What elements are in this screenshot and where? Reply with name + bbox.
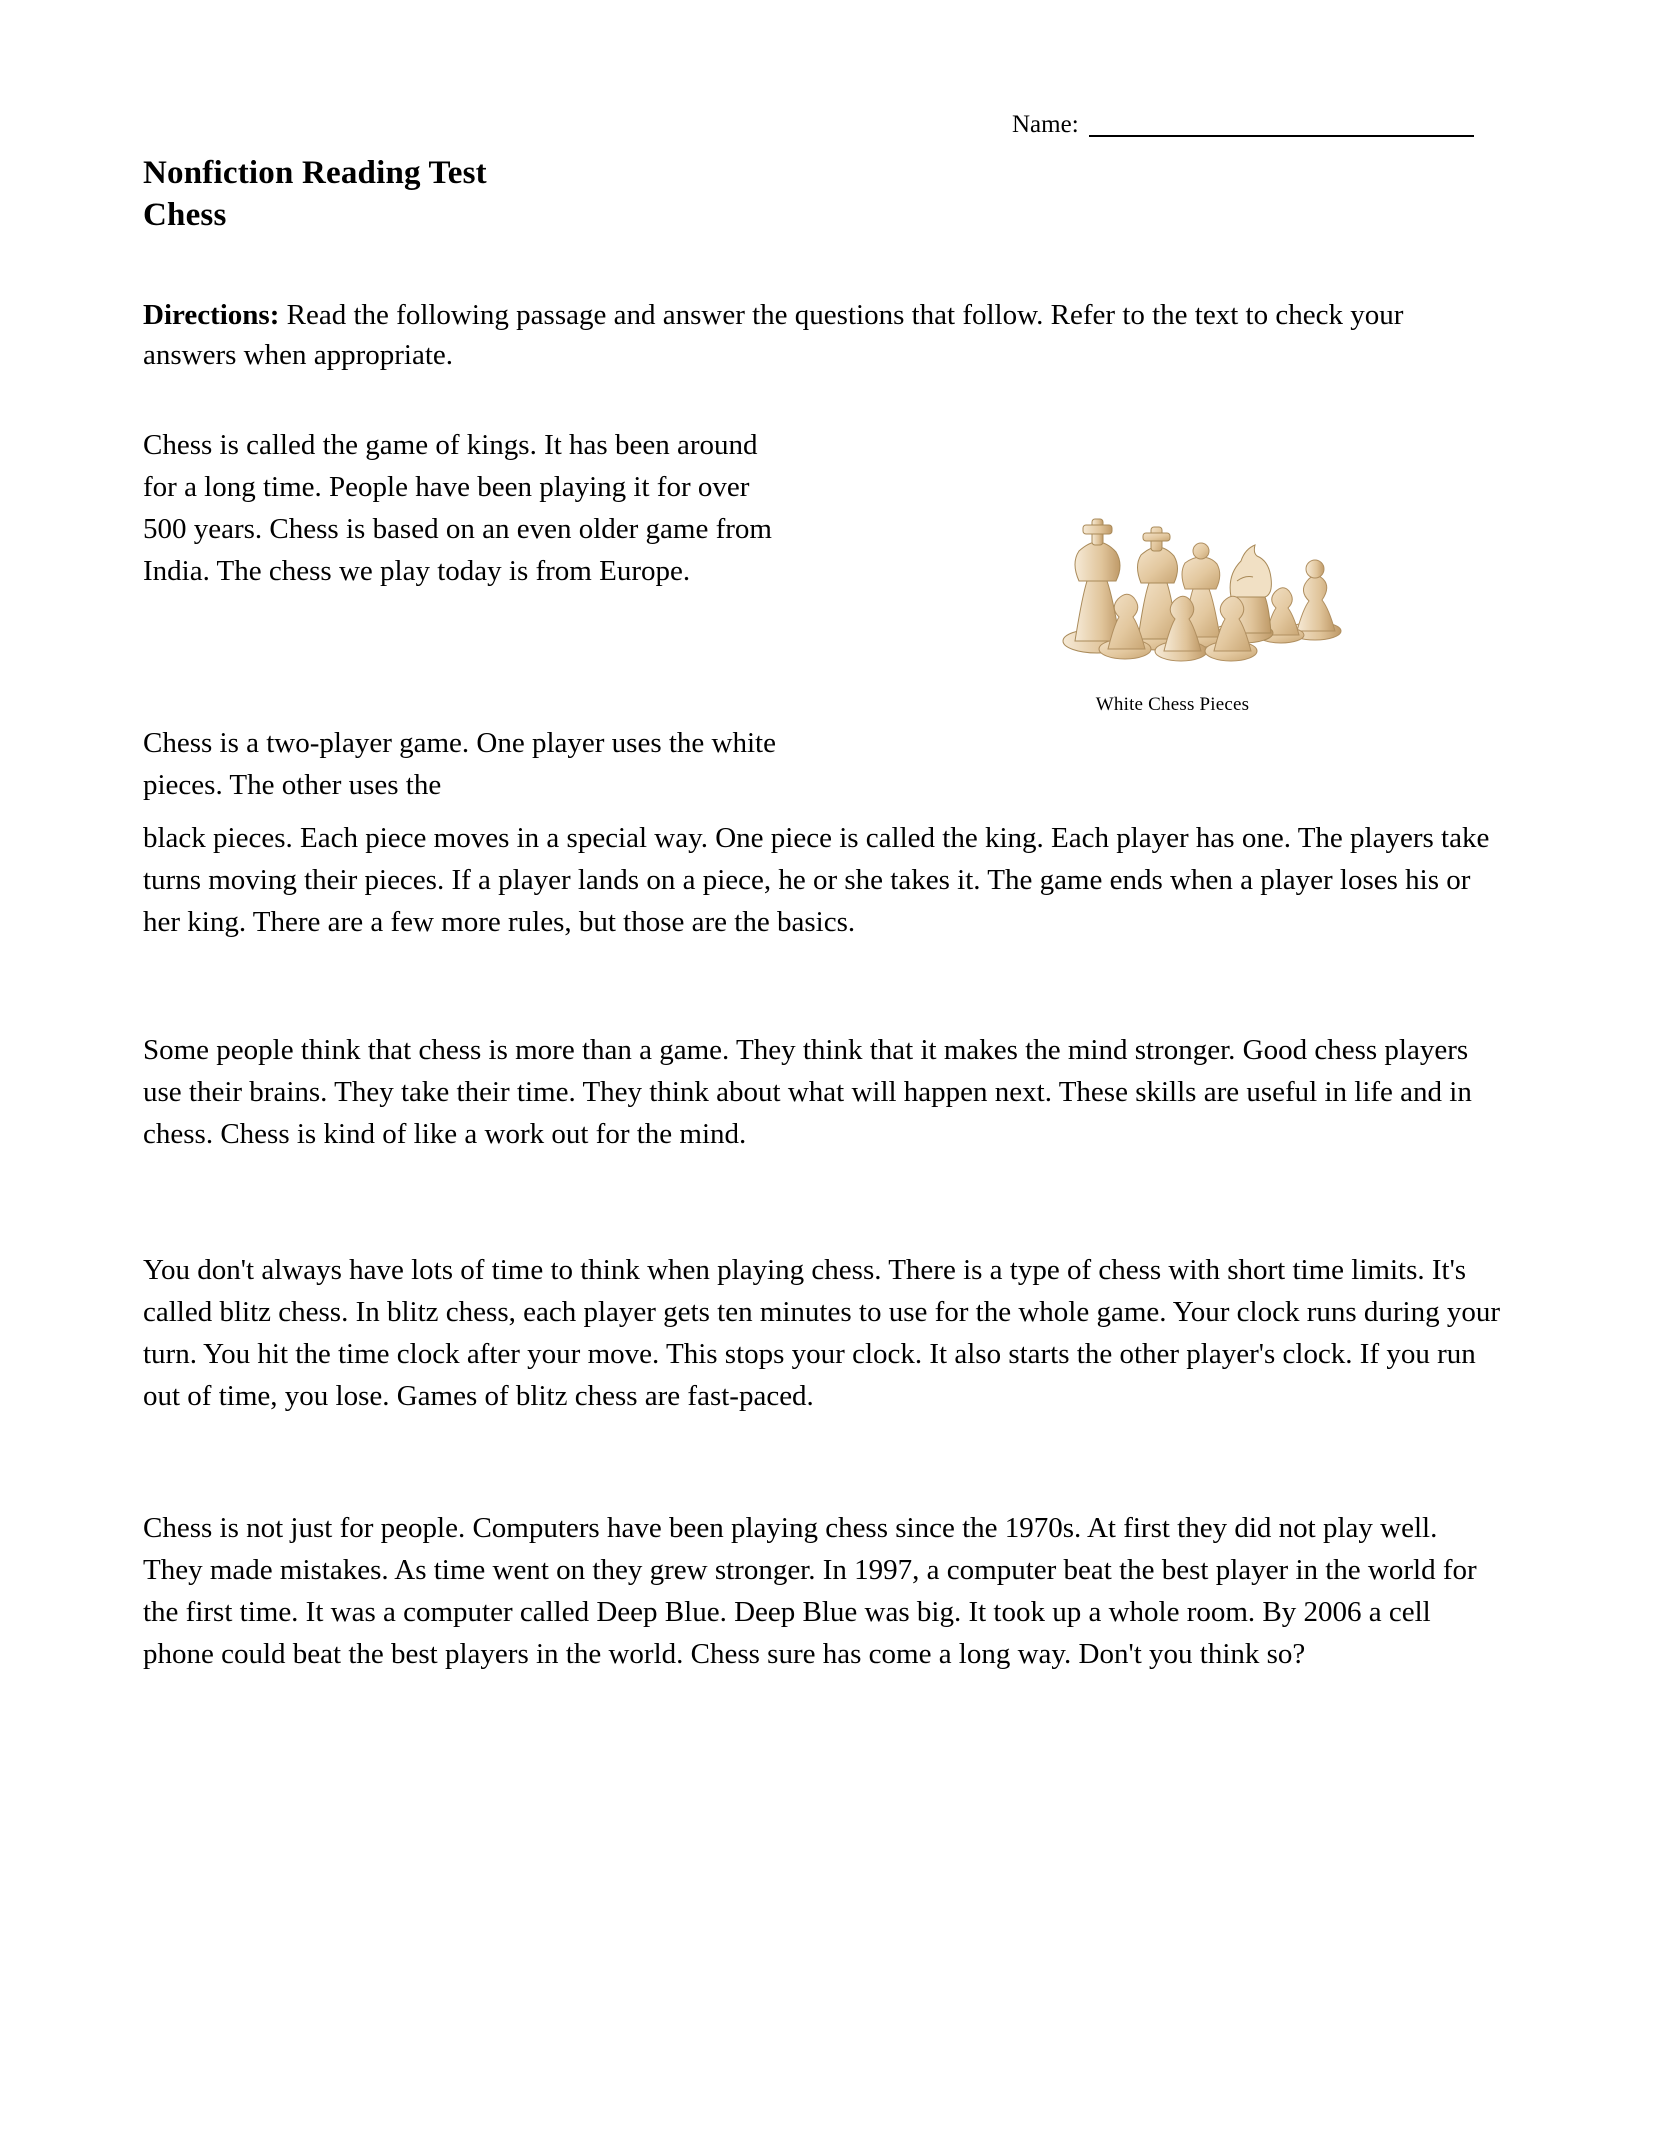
passage-paragraph-2-rest: black pieces. Each piece moves in a special way. One piece is called the king. Each player has one. The players take turns moving their pieces. If a player lands on a piece, he or she takes it. The game ends when a player loses his or her king. There are a few more rules, but those are the basics. bbox=[143, 822, 1490, 938]
chess-pieces-image bbox=[985, 455, 1360, 680]
passage-paragraph-4: You don't always have lots of time to think when playing chess. There is a type of chess with short time limits. It's called blitz chess. In blitz chess, each player gets ten minutes to use for the whole game. Your clock runs during your turn. You hit the time clock after your move. This stops your clock. It also starts the other player's clock. If you run out of time, you lose. Games of blitz chess are fast-paced. bbox=[143, 1254, 1501, 1412]
title-line-2: Chess bbox=[143, 197, 227, 234]
passage-paragraph-3: Some people think that chess is more than a game. They think that it makes the mind stronger. Good chess players use their brains. They take their time. They think about what will happen next. These skills are useful in life and in chess. Chess is kind of like a work out for the mind. bbox=[143, 1034, 1472, 1150]
passage-paragraph-2-start: Chess is a two-player game. One player uses the white pieces. The other uses the bbox=[143, 727, 776, 801]
chess-pieces-illustration bbox=[985, 455, 1360, 680]
page-title bbox=[143, 152, 487, 236]
figure-caption: White Chess Pieces bbox=[1095, 694, 1250, 715]
directions bbox=[143, 296, 1493, 375]
name-input-line[interactable] bbox=[1089, 113, 1474, 137]
passage-paragraph-1: Chess is called the game of kings. It has been around for a long time. People have been playing it for over 500 years. Chess is based on an even older game from India. The chess we play today is from Europe. bbox=[143, 429, 772, 587]
figure-chess-pieces bbox=[985, 455, 1360, 716]
passage-paragraph-5: Chess is not just for people. Computers have been playing chess since the 1970s. At first they did not play well. They made mistakes. As time went on they grew stronger. In 1997, a computer beat the best player in the world for the first time. It was a computer called Deep Blue. Deep Blue was big. It took up a whole room. By 2006 a cell phone could beat the best players in the world. Chess sure has come a long way. Don't you think so? bbox=[143, 1512, 1477, 1670]
name-label: Name: bbox=[1012, 111, 1079, 138]
directions-label: Directions: bbox=[143, 299, 280, 331]
title-line-1: Nonfiction Reading Test bbox=[143, 155, 487, 191]
directions-text: Read the following passage and answer the questions that follow. Refer to the text to check your answers when appropriate. bbox=[143, 299, 1404, 371]
name-field-row bbox=[1012, 112, 1474, 137]
